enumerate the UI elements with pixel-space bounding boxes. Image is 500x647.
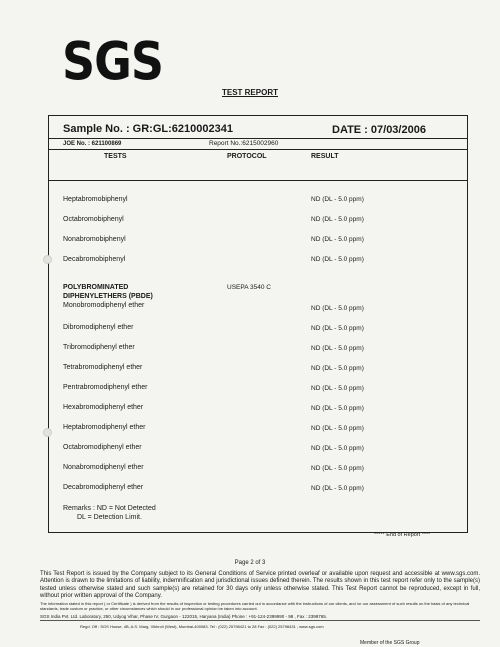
end-of-report: ***** End of Report **** — [374, 532, 431, 538]
test-name: Monobromodiphenyl ether — [63, 302, 145, 309]
test-result: ND (DL - 5.0 ppm) — [311, 236, 364, 243]
remarks-line1: Remarks : ND = Not Detected — [63, 505, 156, 512]
remarks — [63, 504, 156, 522]
test-name: Tetrabromodiphenyl ether — [63, 364, 143, 371]
test-result: ND (DL - 5.0 ppm) — [311, 465, 364, 472]
test-result: ND (DL - 5.0 ppm) — [311, 345, 364, 352]
member-of-group: Member of the SGS Group — [360, 640, 420, 646]
divider — [49, 180, 467, 181]
test-name: Octabromobiphenyl — [63, 216, 124, 223]
report-title: TEST REPORT — [221, 88, 278, 97]
test-result: ND (DL - 5.0 ppm) — [311, 485, 364, 492]
joe-number: JOE No. : 621100869 — [63, 141, 122, 147]
test-result: ND (DL - 5.0 ppm) — [311, 385, 364, 392]
test-result: ND (DL - 5.0 ppm) — [311, 405, 364, 412]
test-result: ND (DL - 5.0 ppm) — [311, 325, 364, 332]
fine-print: The information stated in this report ( or Certificate ) is derived from the results of inspection or testing procedures carried out in accordance with the instructions of our clients, and /or our assessment of such results on the basis of any technical standards, trade custom or practice, or other circumstances which should in our professional opinion be taken into account. — [40, 601, 470, 611]
footer-address: SGS India Pvt. Ltd. Laboratory, 250, Udyog Vihar, Phase IV, Gurgaon - 122015, Haryana (India) Phone : +91-124-2399990 - 98 , Fax : 2399765. — [40, 614, 327, 619]
sgs-logo: SGS — [62, 30, 164, 93]
remarks-line2: DL = Detection Limit. — [77, 514, 142, 521]
divider — [49, 138, 467, 139]
group-heading — [63, 283, 153, 301]
report-table — [48, 115, 468, 533]
group-protocol: USEPA 3540 C — [227, 284, 271, 291]
group-heading-line1: POLYBROMINATED — [63, 284, 129, 291]
test-result: ND (DL - 5.0 ppm) — [311, 445, 364, 452]
report-date: DATE : 07/03/2006 — [332, 124, 426, 136]
footer-registered-office: Regd. Off : SGS House, 4B, A.S. Marg, Vikhroli (West), Mumbai-400083. Tel : (022) 25798421 to 28 Fax : (022) 25798431 ; www.sgs.com — [80, 624, 324, 629]
test-name: Pentrabromodiphenyl ether — [63, 384, 148, 391]
footer-divider — [40, 620, 480, 621]
test-result: ND (DL - 5.0 ppm) — [311, 196, 364, 203]
report-number: Report No.:6215002960 — [209, 140, 279, 147]
punch-hole — [43, 255, 52, 264]
test-result: ND (DL - 5.0 ppm) — [311, 305, 364, 312]
test-name: Decabromodiphenyl ether — [63, 484, 144, 491]
test-result: ND (DL - 5.0 ppm) — [311, 425, 364, 432]
test-result: ND (DL - 5.0 ppm) — [311, 256, 364, 263]
column-header-protocol: PROTOCOL — [227, 153, 267, 160]
sample-number: Sample No. : GR:GL:6210002341 — [63, 123, 233, 135]
test-name: Decabromobiphenyl — [63, 256, 126, 263]
divider — [49, 149, 467, 150]
test-name: Dibromodiphenyl ether — [63, 324, 134, 331]
punch-hole — [43, 428, 52, 437]
test-name: Nonabromodiphenyl ether — [63, 464, 144, 471]
page-number: Page 2 of 3 — [234, 560, 266, 566]
column-header-tests: TESTS — [104, 153, 127, 160]
test-name: Nonabromobiphenyl — [63, 236, 126, 243]
test-name: Tribromodiphenyl ether — [63, 344, 135, 351]
column-header-result: RESULT — [311, 153, 339, 160]
test-name: Hexabromodiphenyl ether — [63, 404, 144, 411]
test-result: ND (DL - 5.0 ppm) — [311, 216, 364, 223]
test-name: Octabromodiphenyl ether — [63, 444, 142, 451]
test-result: ND (DL - 5.0 ppm) — [311, 365, 364, 372]
test-name: Heptabromodiphenyl ether — [63, 424, 146, 431]
disclaimer-text: This Test Report is issued by the Company subject to its General Conditions of Service printed overleaf or available upon request and accessible at www.sgs.com. Attention is drawn to the limitations of liability, indemnification and jurisdictional issues defined therein. The results shown in this test report refer only to the sample(s) tested unless otherwise stated and such sample(s) are retained for 30 days only unless otherwise stated. This Test Report cannot be reproduced, except in full, without prior written approval of the Company. — [40, 571, 480, 599]
test-name: Heptabromobiphenyl — [63, 196, 128, 203]
group-heading-line2: DIPHENYLETHERS (PBDE) — [63, 293, 153, 300]
